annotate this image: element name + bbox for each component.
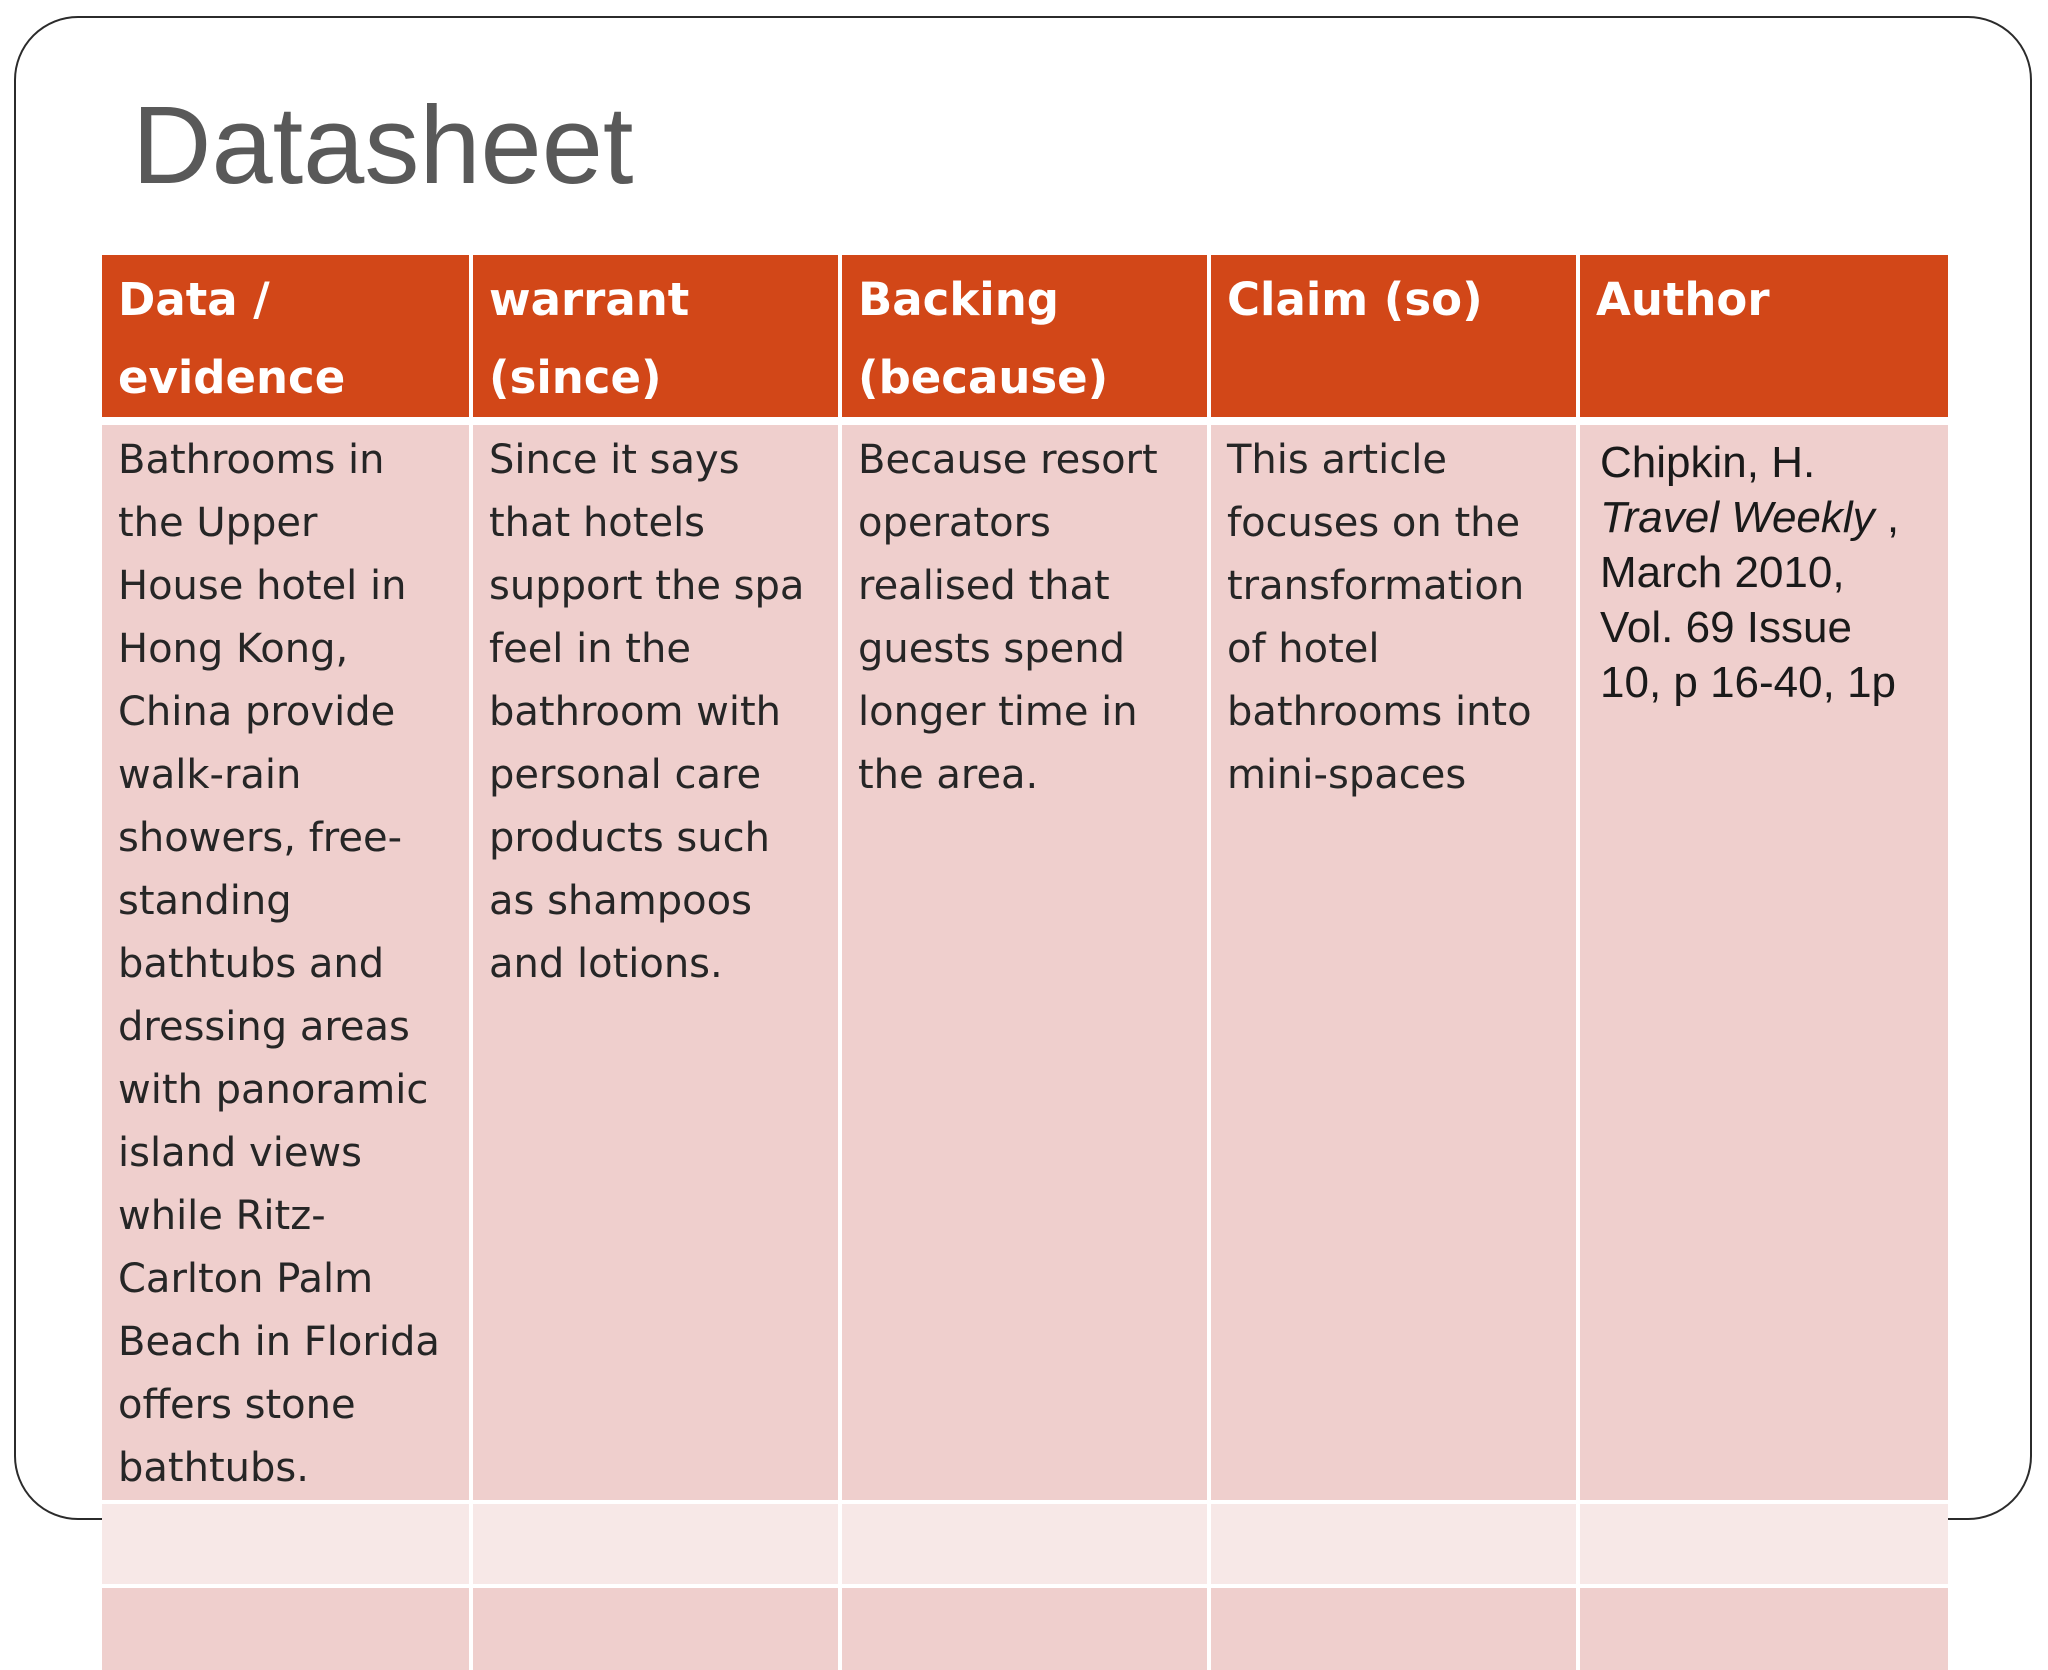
empty-cell xyxy=(840,1586,1209,1670)
empty-cell xyxy=(1578,1502,1948,1586)
cell-backing xyxy=(840,421,1209,1502)
header-backing: Backing (because) xyxy=(840,255,1209,421)
table-row-empty xyxy=(102,1586,1948,1670)
cell-data-evidence xyxy=(102,421,471,1502)
empty-cell xyxy=(1578,1586,1948,1670)
header-warrant: warrant (since) xyxy=(471,255,840,421)
cell-warrant xyxy=(471,421,840,1502)
empty-cell xyxy=(1209,1586,1578,1670)
backing-text: Because resort operators realised that guests spend longer time in the area. xyxy=(858,437,1158,798)
author-journal-line xyxy=(1600,490,1934,545)
author-date: March 2010, xyxy=(1600,548,1845,597)
datasheet-table xyxy=(102,255,1948,1670)
author-volume: Vol. 69 Issue xyxy=(1600,603,1852,652)
header-claim: Claim (so) xyxy=(1209,255,1578,421)
header-data-evidence: Data / evidence xyxy=(102,255,471,421)
table-row xyxy=(102,421,1948,1502)
author-pages: 10, p 16-40, 1p xyxy=(1600,658,1897,707)
empty-cell xyxy=(471,1502,840,1586)
empty-cell xyxy=(102,1586,471,1670)
empty-cell xyxy=(471,1586,840,1670)
author-journal-suffix: , xyxy=(1874,493,1900,542)
table-header-row xyxy=(102,255,1948,421)
empty-cell xyxy=(102,1502,471,1586)
warrant-text: Since it says that hotels support the spa feel in the bathroom with personal care products such as shampoos and lotions. xyxy=(489,437,805,987)
empty-cell xyxy=(840,1502,1209,1586)
slide-title: Datasheet xyxy=(132,84,634,207)
claim-text: This article focuses on the transformation of hotel bathrooms into mini-spaces xyxy=(1227,437,1532,798)
author-journal: Travel Weekly xyxy=(1600,493,1875,542)
author-name: Chipkin, H. xyxy=(1600,438,1816,487)
header-author: Author xyxy=(1578,255,1948,421)
cell-claim xyxy=(1209,421,1578,1502)
cell-author xyxy=(1578,421,1948,1502)
data-evidence-text: Bathrooms in the Upper House hotel in Hong Kong, China provide walk-rain showers, free-standing bathtubs and dressing areas with panoramic island views while Ritz-Carlton Palm Beach in Florida offers stone bathtubs. xyxy=(118,437,440,1491)
table-row-empty xyxy=(102,1502,1948,1586)
empty-cell xyxy=(1209,1502,1578,1586)
